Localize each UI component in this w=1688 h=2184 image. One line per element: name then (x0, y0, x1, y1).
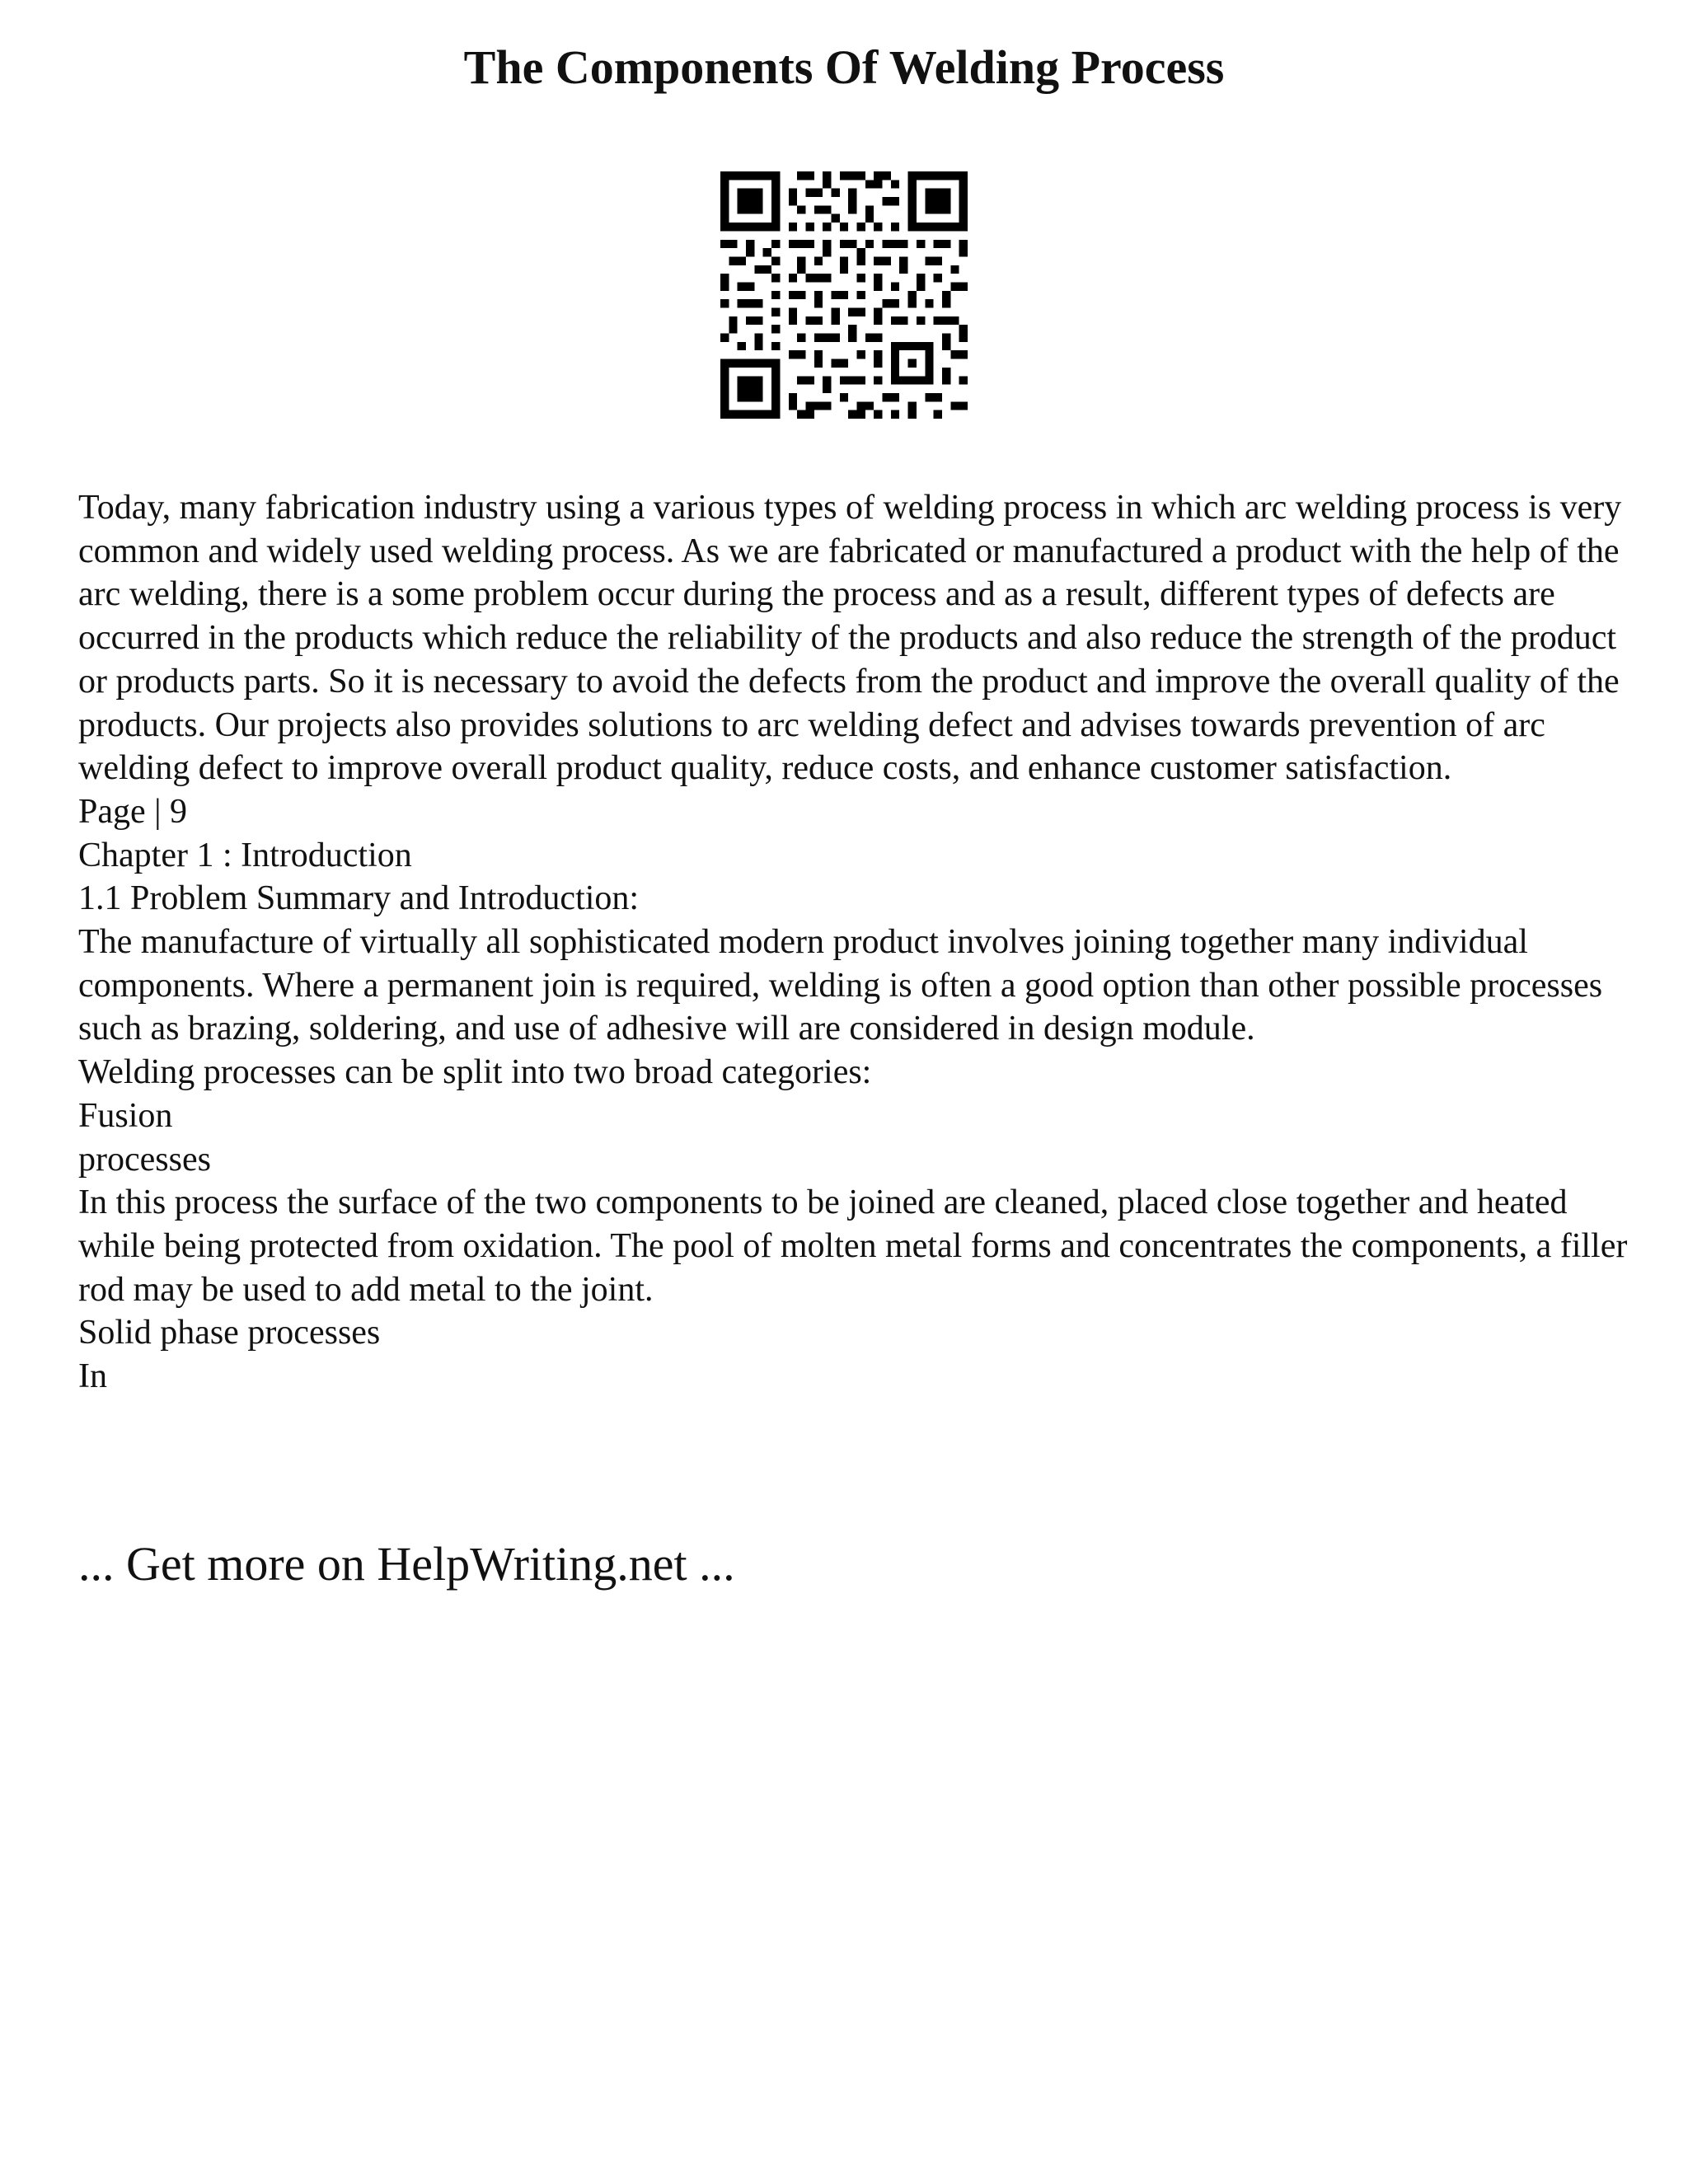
document-body (78, 486, 1644, 1399)
section-heading: 1.1 Problem Summary and Introduction: (78, 879, 640, 918)
document-title: The Components Of Welding Process (463, 40, 1225, 94)
truncated-text: In (78, 1357, 107, 1396)
qr-code-icon (720, 171, 968, 419)
fusion-paragraph: In this process the surface of the two components to be joined are cleaned, placed close together and heated while being protected from oxidation. The pool of molten metal forms and concentrates the components, a filler rod may be used to add metal to the joint. (78, 1183, 1628, 1309)
categories-line: Welding processes can be split into two broad categories: (78, 1053, 872, 1092)
processes-label: processes (78, 1140, 211, 1179)
solid-phase-label: Solid phase processes (78, 1314, 381, 1352)
fusion-label: Fusion (78, 1096, 173, 1135)
page-number: Page | 9 (78, 792, 188, 831)
intro-paragraph: Today, many fabrication industry using a various types of welding process in which arc welding process is very common and widely used welding process. As we are fabricated or manufactured a product with the help of the arc welding, there is a some problem occur during the process and as a result, different types of defects are occurred in the products which reduce the reliability of the products and also reduce the strength of the product or products parts. So it is necessary to avoid the defects from the product and improve the overall quality of the products. Our projects also provides solutions to arc welding defect and advises towards prevention of arc welding defect to improve overall product quality, reduce costs, and enhance customer satisfaction. (78, 489, 1622, 788)
get-more-link[interactable]: ... Get more on HelpWriting.net ... (78, 1537, 735, 1591)
chapter-heading: Chapter 1 : Introduction (78, 836, 412, 874)
manufacture-paragraph: The manufacture of virtually all sophisticated modern product involves joining together many individual components. Where a permanent join is required, welding is often a good option than other possible processes such as brazing, soldering, and use of adhesive will are considered in design module. (78, 923, 1603, 1048)
